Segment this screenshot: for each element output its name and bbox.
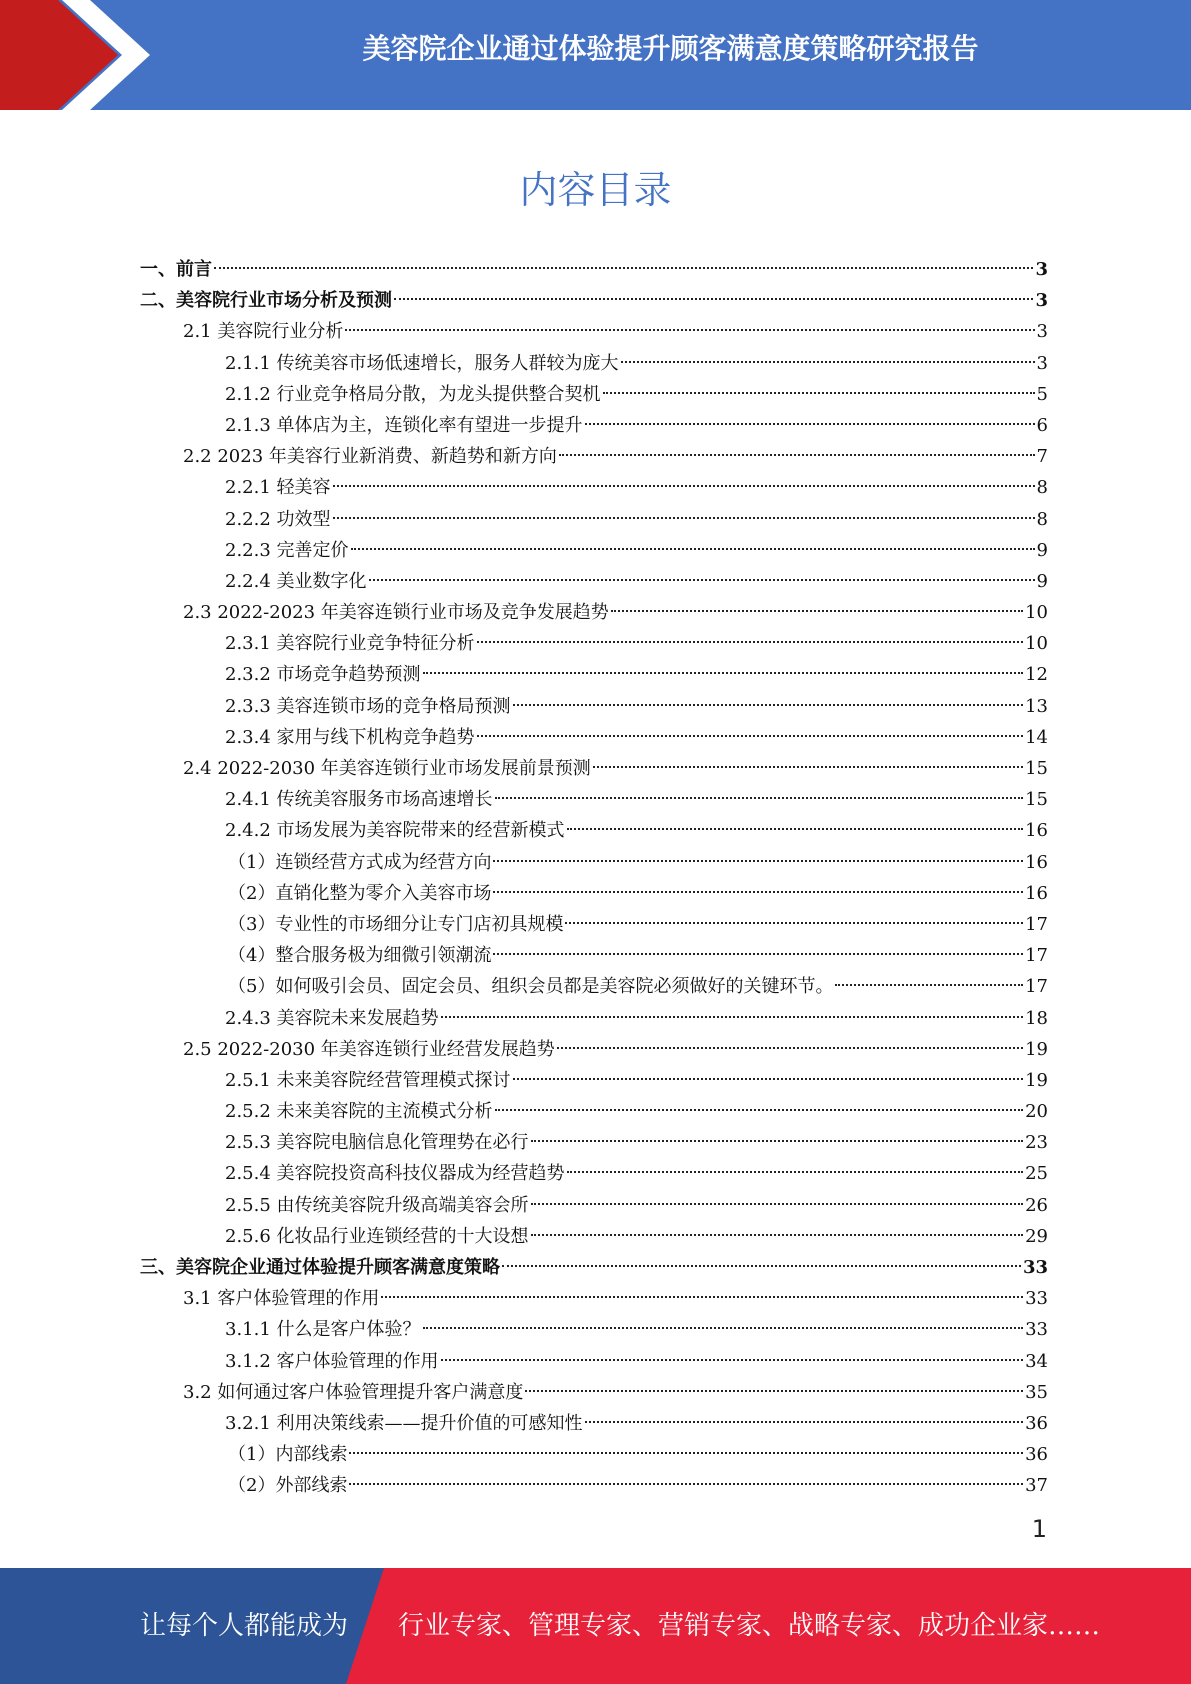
toc-entry[interactable] [140, 1314, 1048, 1345]
toc-leader-dots [333, 517, 1035, 519]
toc-leader-dots [423, 1327, 1024, 1329]
toc-entry[interactable] [140, 1252, 1048, 1283]
toc-leader-dots [525, 1390, 1023, 1392]
toc-entry[interactable] [140, 1408, 1048, 1439]
toc-entry-title: 二、美容院行业市场分析及预测 [140, 290, 392, 312]
toc-entry-title: 2.1.1 传统美容市场低速增长，服务人群较为庞大 [225, 352, 619, 374]
toc-entry[interactable] [140, 316, 1048, 347]
toc-entry-page: 12 [1025, 664, 1048, 686]
toc-entry[interactable] [140, 535, 1048, 566]
toc-entry-page: 34 [1025, 1350, 1048, 1372]
toc-leader-dots [349, 1483, 1023, 1485]
toc-entry-page: 33 [1022, 1257, 1048, 1278]
toc-entry-title: 2.5 2022-2030 年美容连锁行业经营发展趋势 [183, 1038, 555, 1060]
toc-entry-title: 2.2.2 功效型 [225, 508, 331, 530]
toc-leader-dots [502, 1265, 1021, 1267]
toc-leader-dots [565, 922, 1023, 924]
toc-entry-title: 2.5.3 美容院电脑信息化管理势在必行 [225, 1132, 529, 1154]
toc-leader-dots [593, 766, 1023, 768]
toc-entry[interactable] [140, 659, 1048, 690]
toc-leader-dots [423, 672, 1024, 674]
toc-entry-page: 16 [1025, 820, 1048, 842]
toc-entry-title: 2.2.1 轻美容 [225, 477, 331, 499]
toc-entry-title: 三、美容院企业通过体验提升顾客满意度策略 [140, 1257, 500, 1278]
toc-entry[interactable] [140, 379, 1048, 410]
toc-leader-dots [835, 984, 1023, 986]
toc-entry-page: 8 [1036, 508, 1048, 530]
toc-entry-page: 15 [1025, 758, 1048, 779]
toc-entry-title: 2.3.4 家用与线下机构竞争趋势 [225, 726, 475, 748]
toc-entry-page: 16 [1025, 851, 1048, 873]
toc-leader-dots [441, 1359, 1024, 1361]
toc-entry-page: 6 [1036, 414, 1048, 436]
toc-entry-title: 3.2 如何通过客户体验管理提升客户满意度 [183, 1381, 524, 1403]
toc-entry-page: 37 [1025, 1475, 1048, 1497]
footer-roles: 行业专家、管理专家、营销专家、战略专家、成功企业家…… [398, 1611, 1101, 1641]
toc-entry-page: 18 [1025, 1007, 1048, 1029]
toc-entry-page: 19 [1025, 1069, 1048, 1091]
toc-leader-dots [557, 1047, 1023, 1049]
toc-entry[interactable] [140, 472, 1048, 503]
toc-entry-page: 3 [1036, 352, 1048, 374]
toc-heading: 内容目录 [519, 168, 672, 212]
toc-entry[interactable] [140, 909, 1048, 940]
toc-entry-title: 2.3.2 市场竞争趋势预测 [225, 664, 421, 686]
page-footer [0, 1568, 1191, 1684]
toc-entry-page: 25 [1025, 1163, 1048, 1185]
toc-entry-page: 10 [1025, 633, 1048, 655]
toc-entry[interactable] [140, 971, 1048, 1002]
toc-leader-dots [531, 1140, 1024, 1142]
toc-entry-page: 20 [1025, 1101, 1048, 1123]
toc-entry-page: 17 [1025, 976, 1048, 998]
table-of-contents [140, 254, 1048, 1502]
toc-entry-title: （2）外部线索 [228, 1475, 348, 1497]
toc-leader-dots [585, 423, 1035, 425]
toc-entry-title: 2.3.3 美容连锁市场的竞争格局预测 [225, 695, 511, 717]
toc-entry[interactable] [140, 1470, 1048, 1501]
toc-entry-page: 26 [1025, 1194, 1048, 1216]
toc-leader-dots [493, 860, 1023, 862]
toc-leader-dots [493, 953, 1023, 955]
toc-leader-dots [567, 1171, 1024, 1173]
toc-leader-dots [495, 1109, 1024, 1111]
toc-entry-page: 3 [1035, 290, 1048, 312]
toc-leader-dots [531, 1234, 1024, 1236]
toc-entry-page: 10 [1025, 602, 1048, 624]
toc-entry-title: 2.5.2 未来美容院的主流模式分析 [225, 1101, 493, 1123]
toc-entry-title: （2）直销化整为零介入美容市场 [228, 882, 492, 904]
toc-entry-title: （5）如何吸引会员、固定会员、组织会员都是美容院必须做好的关键环节。 [228, 976, 834, 998]
toc-entry-title: 2.1 美容院行业分析 [183, 321, 344, 343]
toc-leader-dots [381, 1296, 1023, 1298]
toc-entry[interactable] [140, 1065, 1048, 1096]
toc-entry-title: 2.4 2022-2030 年美容连锁行业市场发展前景预测 [183, 758, 591, 779]
toc-entry-page: 3 [1035, 259, 1048, 280]
toc-entry[interactable] [140, 285, 1048, 316]
toc-entry-title: （1）连锁经营方式成为经营方向 [228, 851, 492, 873]
toc-entry[interactable] [140, 410, 1048, 441]
toc-entry-title: 2.3.1 美容院行业竞争特征分析 [225, 633, 475, 655]
toc-entry-title: 2.1.3 单体店为主，连锁化率有望进一步提升 [225, 414, 583, 436]
toc-entry-title: （1）内部线索 [228, 1444, 348, 1466]
toc-leader-dots [214, 267, 1033, 269]
toc-entry-page: 33 [1025, 1288, 1048, 1310]
toc-entry-page: 5 [1036, 383, 1048, 405]
toc-entry-page: 15 [1025, 789, 1048, 811]
toc-entry-title: 2.2.4 美业数字化 [225, 570, 367, 592]
toc-leader-dots [345, 329, 1034, 331]
toc-leader-dots [369, 579, 1035, 581]
toc-entry-title: 2.5.6 化妆品行业连锁经营的十大设想 [225, 1225, 529, 1247]
toc-entry[interactable] [140, 1346, 1048, 1377]
toc-entry-page: 17 [1025, 913, 1048, 935]
toc-entry[interactable] [140, 722, 1048, 753]
report-title: 美容院企业通过体验提升顾客满意度策略研究报告 [362, 32, 979, 65]
toc-entry-page: 19 [1025, 1038, 1048, 1060]
toc-entry[interactable] [140, 691, 1048, 722]
toc-leader-dots [493, 891, 1023, 893]
toc-leader-dots [611, 610, 1023, 612]
toc-entry-page: 23 [1025, 1132, 1048, 1154]
toc-entry[interactable] [140, 784, 1048, 815]
toc-leader-dots [531, 1203, 1024, 1205]
toc-entry-page: 17 [1025, 945, 1048, 967]
toc-entry-title: 3.1.1 什么是客户体验？ [225, 1319, 421, 1341]
toc-entry-title: 2.5.1 未来美容院经营管理模式探讨 [225, 1069, 511, 1091]
toc-entry-page: 16 [1025, 882, 1048, 904]
toc-leader-dots [585, 1421, 1024, 1423]
toc-entry-title: 2.5.4 美容院投资高科技仪器成为经营趋势 [225, 1163, 565, 1185]
toc-leader-dots [603, 392, 1035, 394]
toc-entry-page: 7 [1036, 446, 1048, 468]
toc-entry-title: 一、前言 [140, 259, 212, 280]
toc-entry[interactable] [140, 1127, 1048, 1158]
toc-entry-title: 2.4.1 传统美容服务市场高速增长 [225, 789, 493, 811]
toc-entry[interactable] [140, 815, 1048, 846]
toc-entry-title: 2.2 2023 年美容行业新消费、新趋势和新方向 [183, 446, 557, 468]
toc-entry-title: 2.4.2 市场发展为美容院带来的经营新模式 [225, 820, 565, 842]
toc-leader-dots [351, 548, 1035, 550]
toc-entry-page: 14 [1025, 726, 1048, 748]
toc-entry[interactable] [140, 348, 1048, 379]
toc-leader-dots [349, 1452, 1023, 1454]
toc-leader-dots [621, 361, 1035, 363]
toc-entry-page: 36 [1025, 1444, 1048, 1466]
toc-entry[interactable] [140, 940, 1048, 971]
toc-entry[interactable] [140, 1283, 1048, 1314]
toc-leader-dots [513, 704, 1024, 706]
toc-entry[interactable] [140, 254, 1048, 285]
toc-leader-dots [559, 454, 1035, 456]
toc-entry[interactable] [140, 1096, 1048, 1127]
toc-entry[interactable] [140, 597, 1048, 628]
toc-entry-title: 2.2.3 完善定价 [225, 539, 349, 561]
toc-entry-page: 36 [1025, 1412, 1048, 1434]
toc-entry-title: 3.1.2 客户体验管理的作用 [225, 1350, 439, 1372]
toc-leader-dots [495, 797, 1024, 799]
toc-leader-dots [477, 641, 1024, 643]
toc-entry-title: 3.1 客户体验管理的作用 [183, 1288, 380, 1310]
toc-entry[interactable] [140, 1190, 1048, 1221]
toc-entry-page: 29 [1025, 1225, 1048, 1247]
toc-entry-title: 2.1.2 行业竞争格局分散，为龙头提供整合契机 [225, 383, 601, 405]
toc-entry-page: 9 [1036, 539, 1048, 561]
toc-entry-title: 2.3 2022-2023 年美容连锁行业市场及竞争发展趋势 [183, 602, 609, 624]
toc-entry-title: （3）专业性的市场细分让专门店初具规模 [228, 913, 564, 935]
toc-leader-dots [567, 828, 1024, 830]
toc-entry-page: 3 [1036, 321, 1048, 343]
toc-entry[interactable] [140, 504, 1048, 535]
toc-leader-dots [394, 298, 1033, 300]
toc-entry[interactable] [140, 1221, 1048, 1252]
toc-entry[interactable] [140, 628, 1048, 659]
toc-entry[interactable] [140, 1034, 1048, 1065]
toc-entry-title: 3.2.1 利用决策线索——提升价值的可感知性 [225, 1412, 583, 1434]
toc-entry[interactable] [140, 847, 1048, 878]
toc-leader-dots [477, 735, 1024, 737]
toc-entry-page: 33 [1025, 1319, 1048, 1341]
toc-leader-dots [441, 1016, 1024, 1018]
toc-leader-dots [513, 1078, 1024, 1080]
toc-entry[interactable] [140, 441, 1048, 472]
toc-entry-title: 2.5.5 由传统美容院升级高端美容会所 [225, 1194, 529, 1216]
toc-entry-title: 2.4.3 美容院未来发展趋势 [225, 1007, 439, 1029]
toc-leader-dots [333, 485, 1035, 487]
toc-entry[interactable] [140, 878, 1048, 909]
toc-entry-page: 8 [1036, 477, 1048, 499]
toc-entry[interactable] [140, 1003, 1048, 1034]
toc-entry-title: （4）整合服务极为细微引领潮流 [228, 945, 492, 967]
toc-entry[interactable] [140, 1439, 1048, 1470]
toc-entry[interactable] [140, 566, 1048, 597]
toc-entry-page: 9 [1036, 570, 1048, 592]
toc-entry[interactable] [140, 1158, 1048, 1189]
page-number: 1 [1031, 1515, 1047, 1543]
toc-entry-page: 13 [1025, 695, 1048, 717]
toc-entry-page: 35 [1025, 1381, 1048, 1403]
page-header [0, 0, 1191, 110]
footer-slogan: 让每个人都能成为 [140, 1611, 349, 1641]
toc-entry[interactable] [140, 1377, 1048, 1408]
toc-entry[interactable] [140, 753, 1048, 784]
